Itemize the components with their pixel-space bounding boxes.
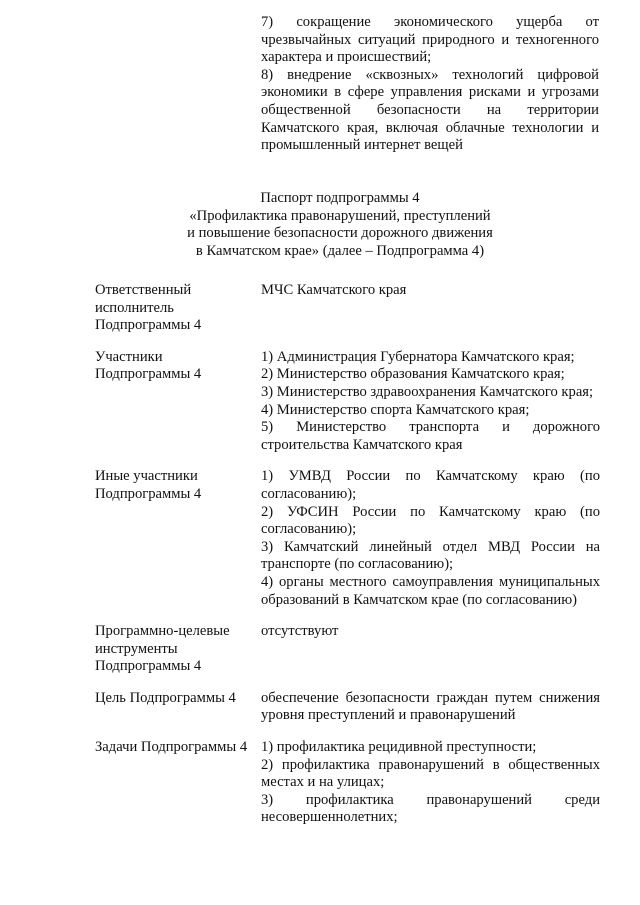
row-value [261, 349, 600, 455]
row-label-line: Программно-целевые [95, 623, 230, 640]
intro-item: 7) сокращение экономического ущерба от чрезвычайных ситуаций природного и техногенного характера и происшествий; [261, 14, 599, 66]
row-value-item: 3) Министерство здравоохранения Камчатского края; [261, 383, 594, 400]
passport-title [150, 190, 530, 260]
row-label-line: инструменты [95, 640, 178, 657]
row-value-item: 1) Администрация Губернатора Камчатского края; [261, 348, 575, 365]
passport-row-participants [95, 349, 600, 455]
row-value-item: МЧС Камчатского края [261, 282, 407, 298]
row-label-line: исполнитель [95, 299, 174, 316]
row-value-item: 2) УФСИН России по Камчатскому краю (по согласованию); [261, 503, 600, 538]
row-value-item: 1) УМВД России по Камчатскому краю (по согласованию); [261, 468, 600, 502]
passport-row-tasks [95, 739, 600, 827]
row-value-item: 4) Министерство спорта Камчатского края; [261, 401, 530, 418]
row-value-item: 4) органы местного самоуправления муниципальных образований в Камчатском крае (по согласованию) [261, 573, 600, 608]
row-value-item: отсутствуют [261, 623, 339, 640]
row-label-line: Иные участники [95, 468, 198, 485]
intro-item: 8) внедрение «сквозных» технологий цифровой экономики в сфере управления рисками и угрозами общественной безопасности на территории Камчатского края, включая облачные технологии и промышленный интернет вещей [261, 66, 599, 154]
row-value [261, 623, 600, 676]
row-value-item: 5) Министерство транспорта и дорожного строительства Камчатского края [261, 419, 600, 453]
row-label-line: Подпрограммы 4 [95, 317, 202, 334]
row-label [95, 282, 261, 335]
row-value [261, 690, 600, 725]
intro-list [261, 14, 599, 155]
row-label-line: Подпрограммы 4 [95, 658, 202, 675]
row-label-line: Подпрограммы 4 [95, 366, 202, 383]
passport-row-instruments [95, 623, 600, 676]
row-label-line: Подпрограммы 4 [95, 485, 202, 502]
title-line: «Профилактика правонарушений, преступлений [189, 207, 491, 224]
title-line: и повышение безопасности дорожного движения [187, 225, 493, 242]
row-value [261, 282, 600, 335]
passport-row-responsible [95, 282, 600, 335]
row-value-item: 2) Министерство образования Камчатского края; [261, 366, 565, 383]
row-value [261, 468, 600, 609]
row-value [261, 739, 600, 827]
row-label-line: Цель Подпрограммы 4 [95, 689, 236, 706]
row-value-item: 3) профилактика правонарушений среди несовершеннолетних; [261, 791, 600, 826]
row-value-item: 3) Камчатский линейный отдел МВД России на транспорте (по согласованию); [261, 538, 600, 573]
row-label [95, 690, 261, 725]
row-value-item: 1) профилактика рецидивной преступности; [261, 739, 537, 756]
row-label [95, 623, 261, 676]
row-label-line: Задачи Подпрограммы 4 [95, 739, 248, 756]
title-line: в Камчатском крае» (далее – Подпрограмма 4) [195, 242, 485, 259]
row-label [95, 349, 261, 455]
title-line: Паспорт подпрограммы 4 [260, 190, 420, 206]
row-label-line: Участники [95, 348, 163, 365]
row-value-item: 2) профилактика правонарушений в общественных местах и на улицах; [261, 756, 600, 791]
row-label [95, 468, 261, 609]
passport-row-goal [95, 690, 600, 725]
passport-row-other-participants [95, 468, 600, 609]
row-label-line: Ответственный [95, 282, 192, 298]
row-value-item: обеспечение безопасности граждан путем снижения уровня преступлений и правонарушений [261, 689, 600, 724]
row-label [95, 739, 261, 827]
passport-table [95, 282, 600, 841]
